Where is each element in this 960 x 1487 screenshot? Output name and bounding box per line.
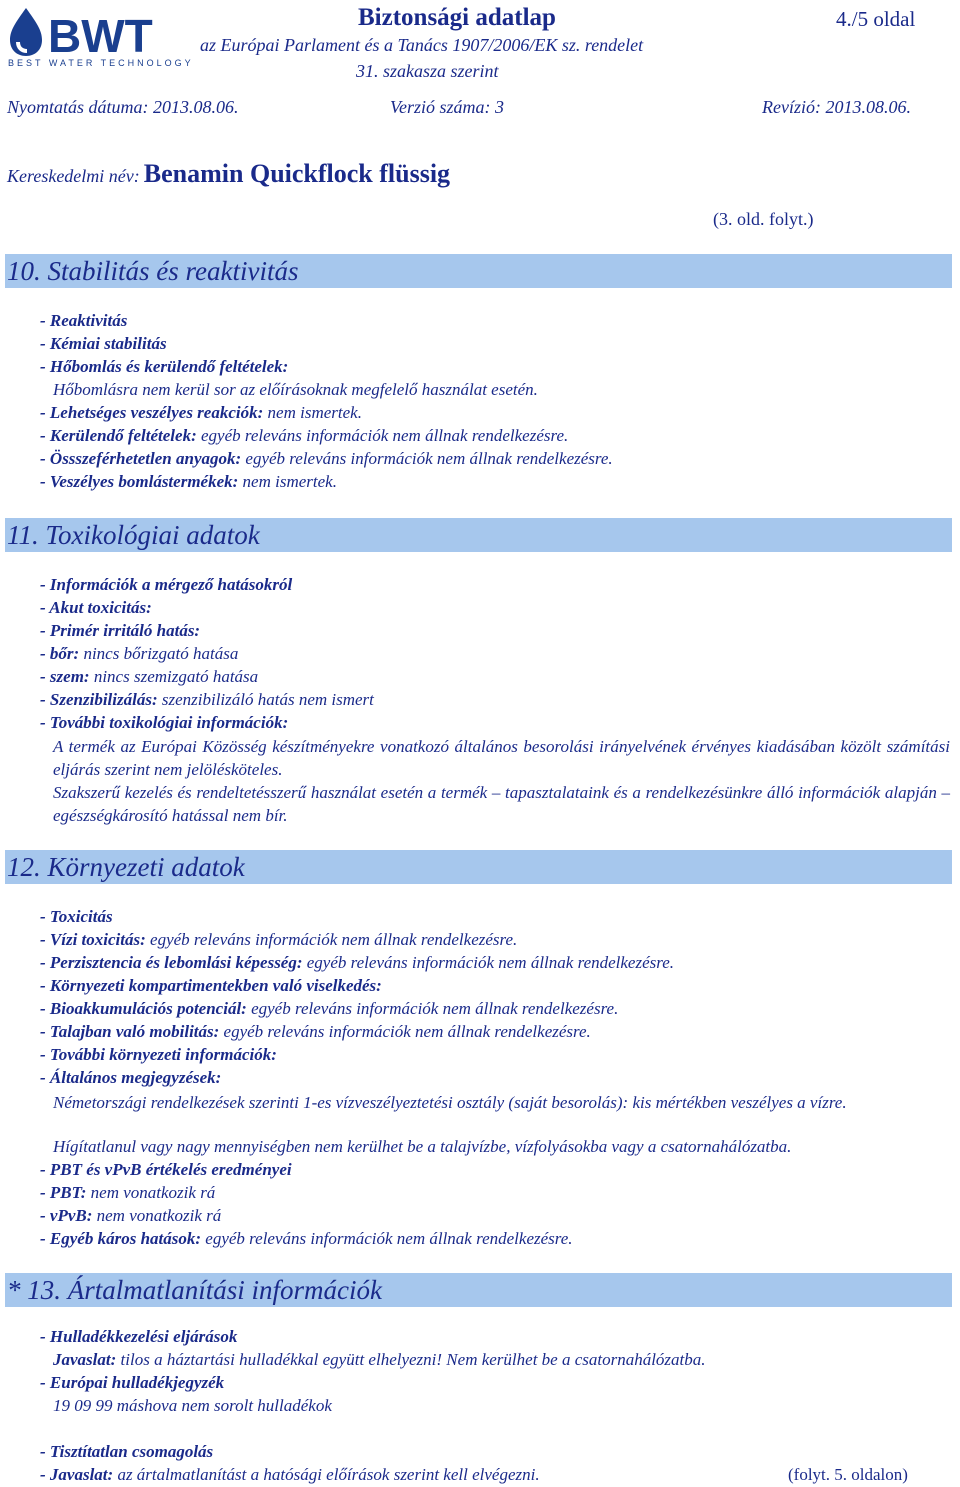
s12-line: - Toxicitás [40, 907, 113, 926]
s13-line: 19 09 99 máshova nem sorolt hulladékok [53, 1396, 332, 1415]
s12-paragraph: Hígítatlanul vagy nagy mennyiségben nem kerülhet be a talajvízbe, vízfolyásokba vagy a csatornahálózatba. [53, 1137, 792, 1156]
s11-line: - Szenzibilizálás: szenzibilizáló hatás nem ismert [40, 690, 374, 709]
trade-name: Benamin Quickflock flüssig [143, 159, 451, 188]
logo-tagline: BEST WATER TECHNOLOGY [8, 58, 194, 68]
section-11-title: 11. Toxikológiai adatok [5, 518, 952, 552]
document-title: Biztonsági adatlap [358, 4, 556, 31]
section-13-title: * 13. Ártalmatlanítási információk [5, 1273, 952, 1307]
s12-line: - PBT és vPvB értékelés eredményei [40, 1160, 292, 1179]
section-12-title: 12. Környezeti adatok [5, 850, 952, 884]
section-10-title: 10. Stabilitás és reaktivitás [5, 254, 952, 288]
s12-line: - További környezeti információk: [40, 1045, 277, 1064]
s12-line: - vPvB: nem vonatkozik rá [40, 1206, 222, 1225]
s12-paragraph: Németországi rendelkezések szerinti 1-es vízveszélyeztetési osztály (saját besorolás): kis mértékben veszélyes a vízre. [53, 1093, 847, 1112]
s10-line: - Reaktivitás [40, 311, 128, 330]
s12-line: - Vízi toxicitás: egyéb releváns információk nem állnak rendelkezésre. [40, 930, 518, 949]
s10-line: - Lehetséges veszélyes reakciók: nem ismertek. [40, 403, 362, 422]
revision: Revízió: 2013.08.06. [762, 97, 911, 117]
s11-line: - Információk a mérgező hatásokról [40, 575, 293, 594]
s10-line: - Kémiai stabilitás [40, 334, 167, 353]
s13-line: - Javaslat: az ártalmatlanítást a hatósági előírások szerint kell elvégezni. [40, 1465, 540, 1484]
s11-line: - További toxikológiai információk: [40, 713, 289, 732]
version: Verzió száma: 3 [390, 97, 505, 117]
s11-paragraph: Szakszerű kezelés és rendeltetésszerű használat esetén a termék – tapasztalataink és a rendelkezésünkre álló információk alapján – egészségkárosító hatással nem bír. [53, 783, 950, 825]
s13-line: - Tisztítatlan csomagolás [40, 1442, 214, 1461]
regulation-line-1: az Európai Parlament és a Tanács 1907/2006/EK sz. rendelet [200, 35, 644, 55]
s11-line: - Akut toxicitás: [40, 598, 152, 617]
trade-name-row [7, 159, 450, 189]
s13-line: Javaslat: tilos a háztartási hulladékkal együtt elhelyezni! Nem kerülhet be a csatornahálózatba. [53, 1350, 706, 1369]
s11-line: - Primér irritáló hatás: [40, 621, 201, 640]
s10-line: Hőbomlásra nem kerül sor az előírásoknak megfelelő használat esetén. [53, 380, 538, 399]
s12-line: - PBT: nem vonatkozik rá [40, 1183, 216, 1202]
s12-line: - Általános megjegyzések: [40, 1068, 222, 1087]
regulation-line-2: 31. szakasza szerint [356, 61, 499, 81]
next-page-note: (folyt. 5. oldalon) [788, 1465, 908, 1484]
s12-line: - Bioakkumulációs potenciál: egyéb releváns információk nem állnak rendelkezésre. [40, 999, 619, 1018]
s12-line: - Környezeti kompartimentekben való viselkedés: [40, 976, 382, 995]
s10-line: - Kerülendő feltételek: egyéb releváns információk nem állnak rendelkezésre. [40, 426, 569, 445]
page-number: 4./5 oldal [836, 7, 916, 31]
s11-line: - szem: nincs szemizgató hatása [40, 667, 259, 686]
s11-line: - bőr: nincs bőrizgató hatása [40, 644, 239, 663]
s10-line: - Össszeférhetetlen anyagok: egyéb releváns információk nem állnak rendelkezésre. [40, 449, 613, 468]
print-date: Nyomtatás dátuma: 2013.08.06. [7, 97, 239, 117]
s12-line: - Talajban való mobilitás: egyéb releváns információk nem állnak rendelkezésre. [40, 1022, 591, 1041]
svg-text:BWT: BWT [48, 10, 153, 62]
s12-line: - Perzisztencia és lebomlási képesség: egyéb releváns információk nem állnak rendelkezésre. [40, 953, 675, 972]
s13-line: - Hulladékkezelési eljárások [40, 1327, 238, 1346]
s10-line: - Hőbomlás és kerülendő feltételek: [40, 357, 289, 376]
s12-line: - Egyéb káros hatások: egyéb releváns információk nem állnak rendelkezésre. [40, 1229, 573, 1248]
continued-note: (3. old. folyt.) [713, 209, 814, 229]
s10-line: - Veszélyes bomlástermékek: nem ismertek. [40, 472, 337, 491]
trade-name-label: Kereskedelmi név: [7, 166, 140, 186]
s13-line: - Európai hulladékjegyzék [40, 1373, 225, 1392]
s11-paragraph: A termék az Európai Közösség készítményekre vonatkozó általános besorolási irányelvének érvényes kiadásában közölt számítási eljárás szerint nem jelölésköteles. [53, 737, 950, 779]
